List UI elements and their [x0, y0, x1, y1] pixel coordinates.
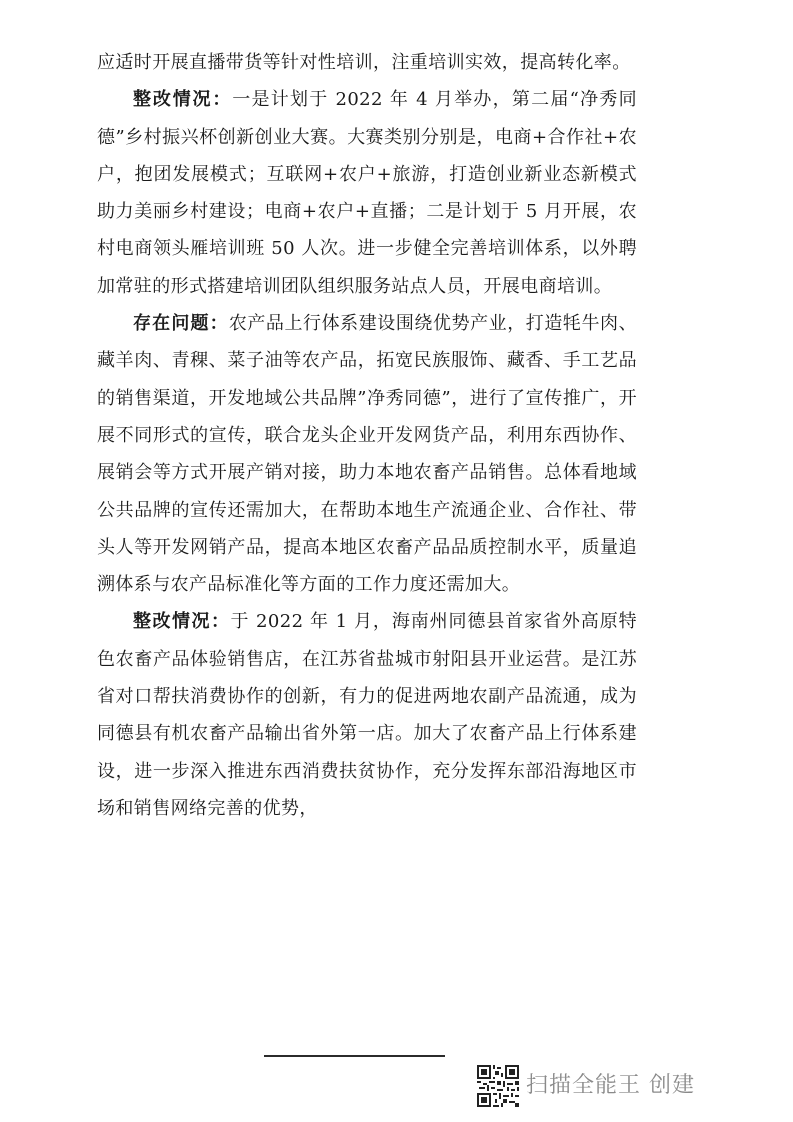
scanner-watermark	[477, 1065, 777, 1109]
paragraph-4	[97, 603, 637, 827]
paragraph-lead: 存在问题：	[133, 313, 229, 335]
paragraph-lead: 整改情况：	[133, 611, 231, 633]
footer-divider	[264, 1055, 445, 1057]
paragraph-3	[97, 305, 637, 603]
paragraph-text: 应适时开展直播带货等针对性培训，注重培训实效，提高转化率。	[97, 52, 631, 73]
paragraph-text: 于 2022 年 1 月，海南州同德县首家省外高原特色农畜产品体验销售店，在江苏省盐城市射阳县开业运营。是江苏省对口帮扶消费协作的创新，有力的促进两地农副产品流通，成为同德县有机农畜产品输出省外第一店。加大了农畜产品上行体系建设，进一步深入推进东西消费扶贫协作，充分发挥东部沿海地区市场和销售网络完善的优势，	[97, 611, 638, 819]
paragraph-text: 一是计划于 2022 年 4 月举办，第二届“净秀同德”乡村振兴杯创新创业大赛。大赛类别分别是，电商+合作社+农户，抱团发展模式；互联网+农户+旅游，打造创业新业态新模式 助力美丽乡村建设；电商+农户+直播；二是计划于 5 月开展，农村电商领头雁培训班 50 人次。进一步健全完善培训体系，以外聘加常驻的形式搭建培训团队组织服务站点人员，开展电商培训。	[97, 89, 637, 297]
paragraph-2	[97, 81, 637, 305]
paragraph-1	[97, 44, 637, 81]
paragraph-text: 农产品上行体系建设围绕优势产业，打造牦牛肉、藏羊肉、青稞、菜子油等农产品，拓宽民族服饰、藏香、手工艺品的销售渠道，开发地域公共品牌”净秀同德”，进行了宣传推广，开展不同形式的宣传，联合龙头企业开发网货产品，利用东西协作、展销会等方式开展产销对接，助力本地农畜产品销售。总体看地域公共品牌的宣传还需加大，在帮助本地生产流通企业、合作社、带头人等开发网销产品，提高本地区农畜产品品质控制水平，质量追溯体系与农产品标准化等方面的工作力度还需加大。	[97, 313, 637, 596]
watermark-text: 扫描全能王 创建	[526, 1073, 695, 1098]
paragraph-lead: 整改情况：	[133, 89, 233, 111]
document-body	[97, 44, 637, 827]
qr-code-icon	[477, 1065, 519, 1107]
